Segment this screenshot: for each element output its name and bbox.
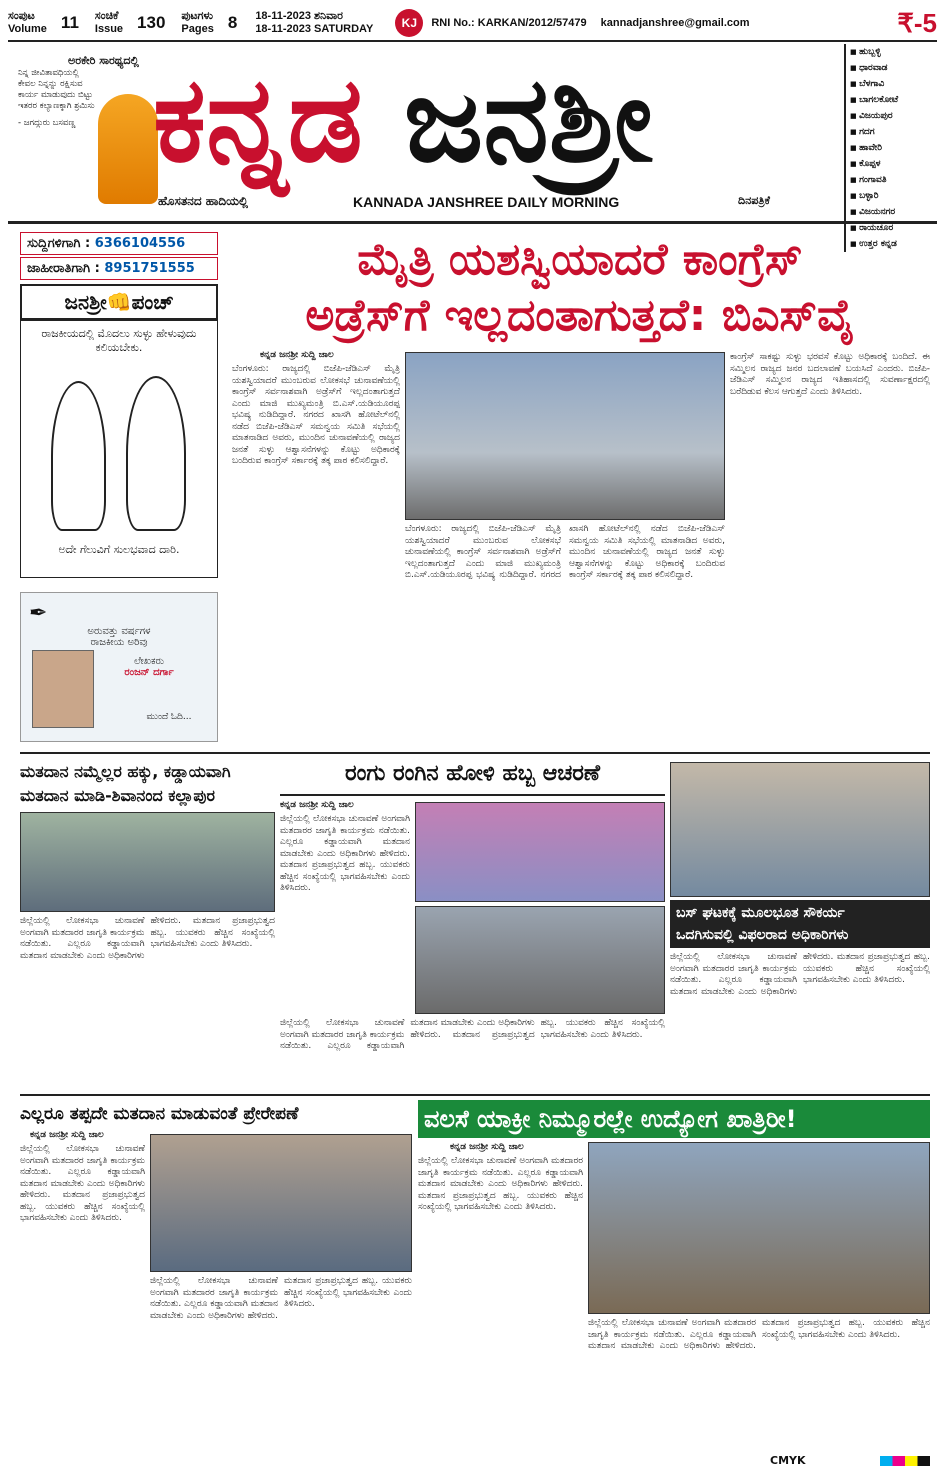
issue-number: 130 bbox=[137, 13, 166, 32]
district-item: ■ ಗಂಗಾವತಿ bbox=[850, 172, 937, 188]
all-vote-byline: ಕನ್ನಡ ಜನಶ್ರೀ ಸುದ್ದಿ ಜಾಲ bbox=[30, 1130, 104, 1140]
rni-number: RNI No.: KARKAN/2012/57479 bbox=[431, 17, 587, 29]
job-byline: ಕನ್ನಡ ಜನಶ್ರೀ ಸುದ್ದಿ ಜಾಲ bbox=[450, 1142, 524, 1152]
volume-label: ಸಂಪುಟ bbox=[8, 10, 35, 22]
holi-byline: ಕನ್ನಡ ಜನಶ್ರೀ ಸುದ್ದಿ ಜಾಲ bbox=[280, 800, 354, 810]
all-vote-text: ಜಿಲ್ಲೆಯಲ್ಲಿ ಲೋಕಸಭಾ ಚುನಾವಣೆ ಅಂಗವಾಗಿ ಮತದಾರರ ಜಾಗೃತಿ ಕಾರ್ಯಕ್ರಮ ನಡೆಯಿತು. ಎಲ್ಲರೂ ಕಡ್ಡಾಯವಾಗಿ ಮತದಾನ ಮಾಡಬೇಕು ಎಂದು ಅಧಿಕಾರಿಗಳು ಹೇಳಿದರು. ಮತದಾನ ಪ್ರಜಾಪ್ರಭುತ್ವದ ಹಬ್ಬ. ಯುವಕರು ಹೆಚ್ಚಿನ ಸಂಖ್ಯೆಯಲ್ಲಿ ಭಾಗವಹಿಸಬೇಕು ಎಂದು ತಿಳಿಸಿದರು. bbox=[20, 1144, 145, 1223]
ads-contact bbox=[20, 257, 218, 280]
saint-name: - ಜಗದ್ಗುರು ಬಸವಣ್ಣ bbox=[18, 118, 76, 128]
district-item: ■ ಗದಗ bbox=[850, 124, 937, 140]
issue-label: ಸಂಚಿಕೆ bbox=[94, 10, 119, 22]
cartoon-figure-right bbox=[126, 376, 186, 531]
voting-text: ಜಿಲ್ಲೆಯಲ್ಲಿ ಲೋಕಸಭಾ ಚುನಾವಣೆ ಅಂಗವಾಗಿ ಮತದಾರರ ಜಾಗೃತಿ ಕಾರ್ಯಕ್ರಮ ನಡೆಯಿತು. ಎಲ್ಲರೂ ಕಡ್ಡಾಯವಾಗಿ ಮತದಾನ ಮಾಡಬೇಕು ಎಂದು ಅಧಿಕಾರಿಗಳು ಹೇಳಿದರು. ಮತದಾನ ಪ್ರಜಾಪ್ರಭುತ್ವದ ಹಬ್ಬ. ಯುವಕರು ಹೆಚ್ಚಿನ ಸಂಖ್ಯೆಯಲ್ಲಿ ಭಾಗವಹಿಸಬೇಕು ಎಂದು ತಿಳಿಸಿದರು. bbox=[20, 916, 275, 961]
title-kannada: ಕನ್ನಡ bbox=[153, 50, 363, 188]
district-item: ■ ವಿಜಯನಗರ bbox=[850, 204, 937, 220]
date-cell bbox=[255, 10, 373, 36]
column-title-2: ರಾಜಕೀಯ ಅರಿವು bbox=[90, 637, 148, 648]
job-text-2: ಜಿಲ್ಲೆಯಲ್ಲಿ ಲೋಕಸಭಾ ಚುನಾವಣೆ ಅಂಗವಾಗಿ ಮತದಾರರ ಜಾಗೃತಿ ಕಾರ್ಯಕ್ರಮ ನಡೆಯಿತು. ಎಲ್ಲರೂ ಕಡ್ಡಾಯವಾಗಿ ಮತದಾನ ಮಾಡಬೇಕು ಎಂದು ಅಧಿಕಾರಿಗಳು ಹೇಳಿದರು. ಮತದಾನ ಪ್ರಜಾಪ್ರಭುತ್ವದ ಹಬ್ಬ. ಯುವಕರು ಹೆಚ್ಚಿನ ಸಂಖ್ಯೆಯಲ್ಲಿ ಭಾಗವಹಿಸಬೇಕು ಎಂದು ತಿಳಿಸಿದರು. bbox=[588, 1318, 930, 1351]
holi-headline[interactable]: ರಂಗು ರಂಗಿನ ಹೋಳಿ ಹಬ್ಬ ಆಚರಣೆ bbox=[280, 760, 665, 796]
author-photo bbox=[32, 650, 94, 728]
column-more[interactable]: ಮುಂದೆ ಓದಿ... bbox=[146, 712, 192, 722]
issue-en-label: Issue bbox=[94, 23, 124, 35]
voting-photo bbox=[20, 812, 275, 912]
district-item: ■ ಬೆಳಗಾವಿ bbox=[850, 76, 937, 92]
issue-bar bbox=[8, 6, 937, 42]
lead-headline[interactable] bbox=[230, 232, 930, 344]
contact-box bbox=[20, 232, 218, 282]
arakeri-tag: ಅರಕೇರಿ ಸಾರಥ್ಯದಲ್ಲಿ bbox=[68, 54, 139, 67]
all-vote-headline[interactable]: ಎಲ್ಲರೂ ತಪ್ಪದೇ ಮತದಾನ ಮಾಡುವಂತೆ ಪ್ರೇರೇಪಣೆ bbox=[20, 1104, 299, 1124]
divider bbox=[20, 752, 930, 754]
cmyk-label: CMYK bbox=[770, 1454, 806, 1467]
writer-label: ಲೇಖಕರು bbox=[133, 656, 164, 667]
lead-column-1: ಬೆಂಗಳೂರು: ರಾಜ್ಯದಲ್ಲಿ ಬಿಜೆಪಿ-ಜೆಡಿಎಸ್ ಮೈತ್ರಿ ಯಶಸ್ವಿಯಾದರೆ ಮುಂಬರುವ ಲೋಕಸಭೆ ಚುನಾವಣೆಯಲ್ಲಿ ಕಾಂಗ್ರೆಸ್ ಸರ್ವನಾಶವಾಗಿ ಅಡ್ರೆಸ್‌ಗೆ ಇಲ್ಲದಂತಾಗುತ್ತದೆ ಎಂದು ಮಾಜಿ ಮುಖ್ಯಮಂತ್ರಿ ಬಿ.ಎಸ್.ಯಡಿಯೂರಪ್ಪ ಭವಿಷ್ಯ ನುಡಿದಿದ್ದಾರೆ. ನಗರದ ಖಾಸಗಿ ಹೋಟೆಲ್‌ನಲ್ಲಿ ನಡೆದ ಬಿಜೆಪಿ-ಜೆಡಿಎಸ್ ಸಮನ್ವಯ ಸಮಿತಿ ಸಭೆಯಲ್ಲಿ ಮಾತನಾಡಿದ ಅವರು, ಮುಂದಿನ ಚುನಾವಣೆಯಲ್ಲಿ ರಾಜ್ಯದ ಜನತೆ ಸುಳ್ಳು ಆಶ್ವಾಸನೆಗಳನ್ನು ಕೊಟ್ಟು ಅಧಿಕಾರಕ್ಕೆ ಬಂದಿರುವ ಕಾಂಗ್ರೆಸ್ ಸರ್ಕಾರಕ್ಕೆ ತಕ್ಕ ಪಾಠ ಕಲಿಸಲಿದ್ದಾರೆ. bbox=[232, 364, 400, 466]
job-text: ಜಿಲ್ಲೆಯಲ್ಲಿ ಲೋಕಸಭಾ ಚುನಾವಣೆ ಅಂಗವಾಗಿ ಮತದಾರರ ಜಾಗೃತಿ ಕಾರ್ಯಕ್ರಮ ನಡೆಯಿತು. ಎಲ್ಲರೂ ಕಡ್ಡಾಯವಾಗಿ ಮತದಾನ ಮಾಡಬೇಕು ಎಂದು ಅಧಿಕಾರಿಗಳು ಹೇಳಿದರು. ಮತದಾನ ಪ್ರಜಾಪ್ರಭುತ್ವದ ಹಬ್ಬ. ಯುವಕರು ಹೆಚ್ಚಿನ ಸಂಖ್ಯೆಯಲ್ಲಿ ಭಾಗವಹಿಸಬೇಕು ಎಂದು ತಿಳಿಸಿದರು. bbox=[418, 1156, 583, 1212]
voting-headline[interactable] bbox=[20, 760, 275, 808]
lead-column-3: ಕಾಂಗ್ರೆಸ್ ಸಾಕಷ್ಟು ಸುಳ್ಳು ಭರವಸೆ ಕೊಟ್ಟು ಅಧಿಕಾರಕ್ಕೆ ಬಂದಿದೆ. ಈ ಸಮ್ಮಿಲನ ರಾಜ್ಯದ ಜನರ ಬದಲಾವಣೆ ಬಯಸಿದೆ ಎಂದರು. ಬಿಜೆಪಿ-ಜೆಡಿಎಸ್ ಸಮ್ಮಿಲನ ರಾಜ್ಯದ ಇತಿಹಾಸದಲ್ಲಿ ಸುವರ್ಣಾಕ್ಷರದಲ್ಲಿ ಬರೆದಿಡುವ ಕೆಲಸ ಆಗುತ್ತದೆ ಎಂದು ತಿಳಿಸಿದರು. bbox=[730, 352, 930, 397]
news-contact-label: ಸುದ್ದಿಗಳಿಗಾಗಿ : bbox=[27, 236, 91, 251]
lead-byline: ಕನ್ನಡ ಜನಶ್ರೀ ಸುದ್ದಿ ಜಾಲ bbox=[260, 350, 334, 360]
cmyk-strip bbox=[880, 1456, 930, 1466]
lead-column-2: ಬೆಂಗಳೂರು: ರಾಜ್ಯದಲ್ಲಿ ಬಿಜೆಪಿ-ಜೆಡಿಎಸ್ ಮೈತ್ರಿ ಯಶಸ್ವಿಯಾದರೆ ಮುಂಬರುವ ಲೋಕಸಭೆ ಚುನಾವಣೆಯಲ್ಲಿ ಕಾಂಗ್ರೆಸ್ ಸರ್ವನಾಶವಾಗಿ ಅಡ್ರೆಸ್‌ಗೆ ಇಲ್ಲದಂತಾಗುತ್ತದೆ ಎಂದು ಮಾಜಿ ಮುಖ್ಯಮಂತ್ರಿ ಬಿ.ಎಸ್.ಯಡಿಯೂರಪ್ಪ ಭವಿಷ್ಯ ನುಡಿದಿದ್ದಾರೆ. ನಗರದ ಖಾಸಗಿ ಹೋಟೆಲ್‌ನಲ್ಲಿ ನಡೆದ ಬಿಜೆಪಿ-ಜೆಡಿಎಸ್ ಸಮನ್ವಯ ಸಮಿತಿ ಸಭೆಯಲ್ಲಿ ಮಾತನಾಡಿದ ಅವರು, ಮುಂದಿನ ಚುನಾವಣೆಯಲ್ಲಿ ರಾಜ್ಯದ ಜನತೆ ಸುಳ್ಳು ಆಶ್ವಾಸನೆಗಳನ್ನು ಕೊಟ್ಟು ಅಧಿಕಾರಕ್ಕೆ ಬಂದಿರುವ ಕಾಂಗ್ರೆಸ್ ಸರ್ಕಾರಕ್ಕೆ ತಕ್ಕ ಪಾಠ ಕಲಿಸಲಿದ್ದಾರೆ. bbox=[405, 524, 725, 580]
date-english: 18-11-2023 SATURDAY bbox=[255, 23, 374, 35]
email-address[interactable]: kannadjanshree@gmail.com bbox=[600, 17, 750, 29]
voting-headline-2: ಮತದಾನ ಮಾಡಿ-ಶಿವಾನಂದ ಕಲ್ಲಾಪುರ bbox=[20, 786, 215, 805]
column-title-1: ಅರುವತ್ತು ವರ್ಷಗಳ bbox=[87, 626, 151, 637]
ads-contact-label: ಜಾಹೀರಾತಿಗಾಗಿ : bbox=[27, 261, 100, 276]
lead-headline-line-1: ಮೈತ್ರಿ ಯಶಸ್ವಿಯಾದರೆ ಕಾಂಗ್ರೆಸ್ bbox=[357, 234, 803, 285]
district-item: ■ ಹಾವೇರಿ bbox=[850, 140, 937, 156]
job-photo bbox=[588, 1142, 930, 1314]
bus-photo bbox=[670, 762, 930, 897]
ads-phone[interactable]: 8951751555 bbox=[104, 261, 195, 276]
district-item: ■ ಬಳ್ಳಾರಿ bbox=[850, 188, 937, 204]
volume-cell bbox=[8, 10, 47, 36]
daily-label: ದಿನಪತ್ರಿಕೆ bbox=[738, 194, 770, 207]
date-kannada: 18-11-2023 ಶನಿವಾರ bbox=[255, 10, 343, 22]
holi-text-2: ಜಿಲ್ಲೆಯಲ್ಲಿ ಲೋಕಸಭಾ ಚುನಾವಣೆ ಅಂಗವಾಗಿ ಮತದಾರರ ಜಾಗೃತಿ ಕಾರ್ಯಕ್ರಮ ನಡೆಯಿತು. ಎಲ್ಲರೂ ಕಡ್ಡಾಯವಾಗಿ ಮತದಾನ ಮಾಡಬೇಕು ಎಂದು ಅಧಿಕಾರಿಗಳು ಹೇಳಿದರು. ಮತದಾನ ಪ್ರಜಾಪ್ರಭುತ್ವದ ಹಬ್ಬ. ಯುವಕರು ಹೆಚ್ಚಿನ ಸಂಖ್ಯೆಯಲ್ಲಿ ಭಾಗವಹಿಸಬೇಕು ಎಂದು ತಿಳಿಸಿದರು. bbox=[280, 1018, 665, 1051]
pages-cell bbox=[181, 10, 213, 36]
district-item: ■ ಉತ್ತರ ಕನ್ನಡ bbox=[850, 236, 937, 252]
news-phone[interactable]: 6366104556 bbox=[94, 236, 186, 251]
cartoon-figure-left bbox=[51, 381, 106, 531]
price-badge: ₹-5 bbox=[897, 7, 937, 38]
bus-text: ಜಿಲ್ಲೆಯಲ್ಲಿ ಲೋಕಸಭಾ ಚುನಾವಣೆ ಅಂಗವಾಗಿ ಮತದಾರರ ಜಾಗೃತಿ ಕಾರ್ಯಕ್ರಮ ನಡೆಯಿತು. ಎಲ್ಲರೂ ಕಡ್ಡಾಯವಾಗಿ ಮತದಾನ ಮಾಡಬೇಕು ಎಂದು ಅಧಿಕಾರಿಗಳು ಹೇಳಿದರು. ಮತದಾನ ಪ್ರಜಾಪ್ರಭುತ್ವದ ಹಬ್ಬ. ಯುವಕರು ಹೆಚ್ಚಿನ ಸಂಖ್ಯೆಯಲ್ಲಿ ಭಾಗವಹಿಸಬೇಕು ಎಂದು ತಿಳಿಸಿದರು. bbox=[670, 952, 930, 997]
title-janashree: ಜನಶ್ರೀ bbox=[403, 50, 653, 188]
bus-headline[interactable] bbox=[670, 900, 930, 948]
tagline-english: KANNADA JANSHREE DAILY MORNING bbox=[353, 194, 620, 210]
pages-en-label: Pages bbox=[181, 23, 214, 35]
all-vote-text-2: ಜಿಲ್ಲೆಯಲ್ಲಿ ಲೋಕಸಭಾ ಚುನಾವಣೆ ಅಂಗವಾಗಿ ಮತದಾರರ ಜಾಗೃತಿ ಕಾರ್ಯಕ್ರಮ ನಡೆಯಿತು. ಎಲ್ಲರೂ ಕಡ್ಡಾಯವಾಗಿ ಮತದಾನ ಮಾಡಬೇಕು ಎಂದು ಅಧಿಕಾರಿಗಳು ಹೇಳಿದರು. ಮತದಾನ ಪ್ರಜಾಪ್ರಭುತ್ವದ ಹಬ್ಬ. ಯುವಕರು ಹೆಚ್ಚಿನ ಸಂಖ್ಯೆಯಲ್ಲಿ ಭಾಗವಹಿಸಬೇಕು ಎಂದು ತಿಳಿಸಿದರು. bbox=[150, 1276, 412, 1321]
pages-number: 8 bbox=[227, 13, 238, 32]
bus-headline-2: ಒದಗಿಸುವಲ್ಲಿ ವಿಫಲರಾದ ಅಧಿಕಾರಿಗಳು bbox=[676, 927, 849, 943]
district-list bbox=[844, 44, 937, 252]
holi-photo-2 bbox=[415, 906, 665, 1014]
district-item: ■ ಬಾಗಲಕೋಟೆ bbox=[850, 92, 937, 108]
cartoon-box bbox=[20, 320, 218, 578]
bus-headline-1: ಬಸ್ ಘಟಕಕ್ಕೆ ಮೂಲಭೂತ ಸೌಕರ್ಯ bbox=[676, 905, 845, 921]
district-item: ■ ಕೊಪ್ಪಳ bbox=[850, 156, 937, 172]
news-contact bbox=[20, 232, 218, 255]
divider bbox=[20, 1094, 930, 1096]
saint-figure-image bbox=[98, 94, 158, 204]
issue-cell bbox=[95, 10, 123, 36]
pages-label: ಪುಟಗಳು bbox=[181, 10, 213, 22]
lead-photo bbox=[405, 352, 725, 520]
cartoon-bottom-caption: ಅದೇ ಗೆಲುವಿಗೆ ಸುಲಭವಾದ ದಾರಿ. bbox=[58, 543, 180, 556]
punch-title: ಜನಶ್ರೀ👊ಪಂಚ್ bbox=[20, 284, 218, 320]
district-item: ■ ವಿಜಯಪುರ bbox=[850, 108, 937, 124]
job-headline[interactable]: ವಲಸೆ ಯಾಕ್ರೀ ನಿಮ್ಮೂರಲ್ಲೇ ಉದ್ಯೋಗ ಖಾತ್ರಿರೀ! bbox=[418, 1100, 930, 1138]
column-pen-icon: ✒ bbox=[29, 601, 48, 626]
lead-headline-line-2: ಅಡ್ರೆಸ್‌ಗೆ ಇಲ್ಲದಂತಾಗುತ್ತದೆ: ಬಿಎಸ್‌ವೈ bbox=[305, 290, 855, 341]
saint-quote: ನಿನ್ನ ಜೀವಿತಾವಧಿಯಲ್ಲಿ ಕೇವಲ ನಿನ್ನನ್ನು ರಕ್ಷಿಸುವ ಕಾರ್ಯ ಮಾಡುವುದು ಬಿಟ್ಟು ಇತರರ ಕಲ್ಯಾಣಕ್ಕಾಗಿ ಶ್ರಮಿಸು bbox=[18, 68, 95, 111]
holi-photo-1 bbox=[415, 802, 665, 902]
voting-headline-1: ಮತದಾನ ನಮ್ಮೆಲ್ಲರ ಹಕ್ಕು, ಕಡ್ಡಾಯವಾಗಿ bbox=[20, 762, 231, 781]
district-item: ■ ಧಾರವಾಡ bbox=[850, 60, 937, 76]
all-vote-photo bbox=[150, 1134, 412, 1272]
kj-logo: KJ bbox=[395, 9, 423, 37]
cartoon-top-caption: ರಾಜಕೀಯದಲ್ಲಿ ಮೊದಲು ಸುಳ್ಳು ಹೇಳುವುದು ಕಲಿಯಬೇಕು. bbox=[41, 327, 197, 354]
volume-en-label: Volume bbox=[8, 23, 47, 35]
newspaper-title bbox=[153, 44, 703, 194]
holi-text: ಜಿಲ್ಲೆಯಲ್ಲಿ ಲೋಕಸಭಾ ಚುನಾವಣೆ ಅಂಗವಾಗಿ ಮತದಾರರ ಜಾಗೃತಿ ಕಾರ್ಯಕ್ರಮ ನಡೆಯಿತು. ಎಲ್ಲರೂ ಕಡ್ಡಾಯವಾಗಿ ಮತದಾನ ಮಾಡಬೇಕು ಎಂದು ಅಧಿಕಾರಿಗಳು ಹೇಳಿದರು. ಮತದಾನ ಪ್ರಜಾಪ್ರಭುತ್ವದ ಹಬ್ಬ. ಯುವಕರು ಹೆಚ್ಚಿನ ಸಂಖ್ಯೆಯಲ್ಲಿ ಭಾಗವಹಿಸಬೇಕು ಎಂದು ತಿಳಿಸಿದರು. bbox=[280, 814, 410, 893]
district-item: ■ ಹುಬ್ಬಳ್ಳಿ bbox=[850, 44, 937, 60]
district-item: ■ ರಾಯಚೂರ bbox=[850, 220, 937, 236]
volume-number: 11 bbox=[60, 13, 79, 32]
writer-name: ರಂಜನ್ ದರ್ಗಾ bbox=[124, 667, 174, 678]
tagline-kannada: ಹೊಸತನದ ಹಾದಿಯಲ್ಲಿ bbox=[158, 194, 249, 208]
